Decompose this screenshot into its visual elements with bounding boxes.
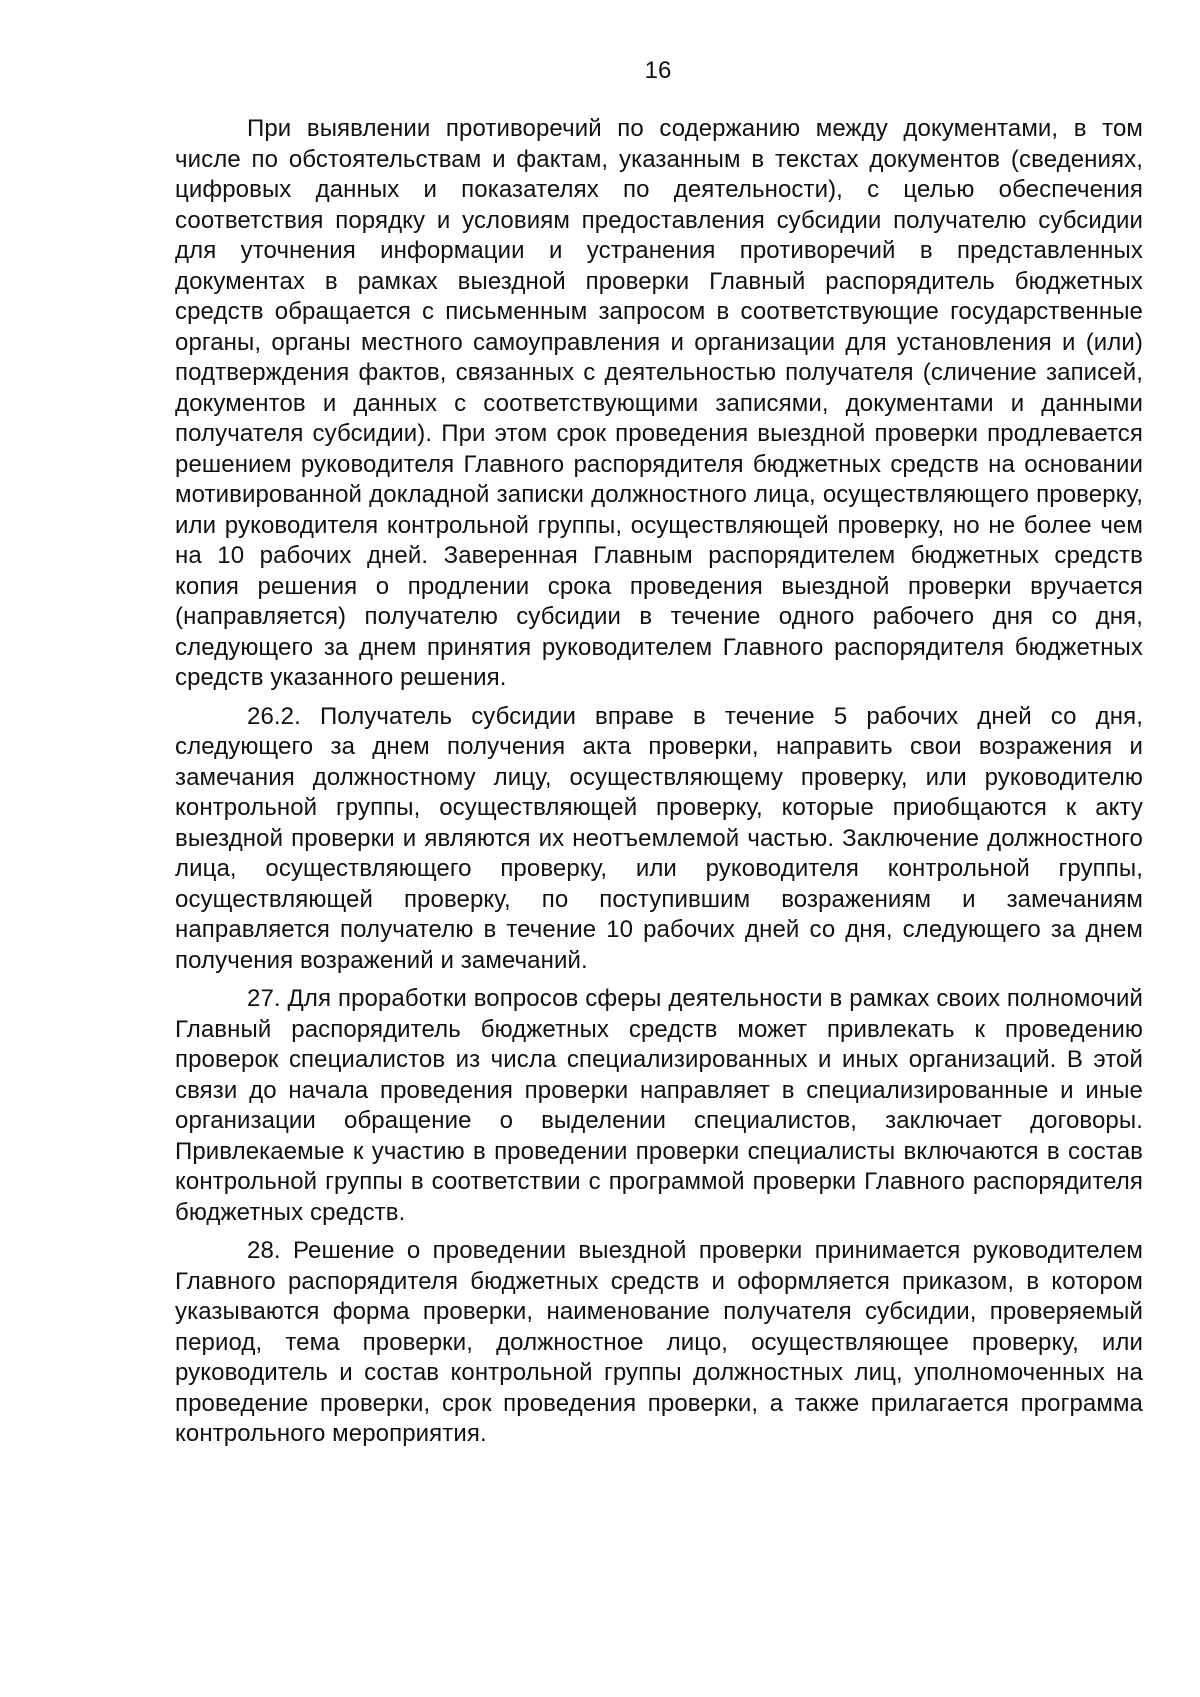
paragraph-27: 27. Для проработки вопросов сферы деятельности в рамках своих полномочий Главный распорядитель бюджетных средств может привлекать к проведению проверок специалистов из числа специализированных и иных организаций. В этой связи до начала проведения проверки направляет в специализированные и иные организации обращение о выделении специалистов, заключает договоры. Привлекаемые к участию в проведении проверки специалисты включаются в состав контрольной группы в соответствии с программой проверки Главного распорядителя бюджетных средств.: [175, 985, 1143, 1226]
page-number: 16: [644, 57, 672, 84]
paragraph-28: 28. Решение о проведении выездной проверки принимается руководителем Главного распорядителя бюджетных средств и оформляется приказом, в котором указываются форма проверки, наименование получателя субсидии, проверяемый период, тема проверки, должностное лицо, осуществляющее проверку, или руководитель и состав контрольной группы должностных лиц, уполномоченных на проведение проверки, срок проведения проверки, а также прилагается программа контрольного мероприятия.: [175, 1237, 1143, 1447]
document-body: [175, 114, 1143, 1458]
paragraph-26-2: 26.2. Получатель субсидии вправе в течение 5 рабочих дней со дня, следующего за днем получения акта проверки, направить свои возражения и замечания должностному лицу, осуществляющему проверку, или руководителю контрольной группы, осуществляющей проверку, которые приобщаются к акту выездной проверки и являются их неотъемлемой частью. Заключение должностного лица, осуществляющего проверку, или руководителя контрольной группы, осуществляющей проверку, по поступившим возражениям и замечаниям направляется получателю в течение 10 рабочих дней со дня, следующего за днем получения возражений и замечаний.: [175, 702, 1143, 974]
paragraph-contradictions: При выявлении противоречий по содержанию между документами, в том числе по обстоятельствам и фактам, указанным в текстах документов (сведениях, цифровых данных и показателях по деятельности), с целью обеспечения соответствия порядку и условиям предоставления субсидии получателю субсидии для уточнения информации и устранения противоречий в представленных документах в рамках выездной проверки Главный распорядитель бюджетных средств обращается с письменным запросом в соответствующие государственные органы, органы местного самоуправления и организации для установления и (или) подтверждения фактов, связанных с деятельностью получателя (сличение записей, документов и данных с соответствующими записями, документами и данными получателя субсидии). При этом срок проведения выездной проверки продлевается решением руководителя Главного распорядителя бюджетных средств на основании мотивированной докладной записки должностного лица, осуществляющего проверку, или руководителя контрольной группы, осуществляющей проверку, но не более чем на 10 рабочих дней. Заверенная Главным распорядителем бюджетных средств копия решения о продлении срока проведения выездной проверки вручается (направляется) получателю субсидии в течение одного рабочего дня со дня, следующего за днем принятия руководителем Главного распорядителя бюджетных средств указанного решения.: [175, 115, 1143, 691]
